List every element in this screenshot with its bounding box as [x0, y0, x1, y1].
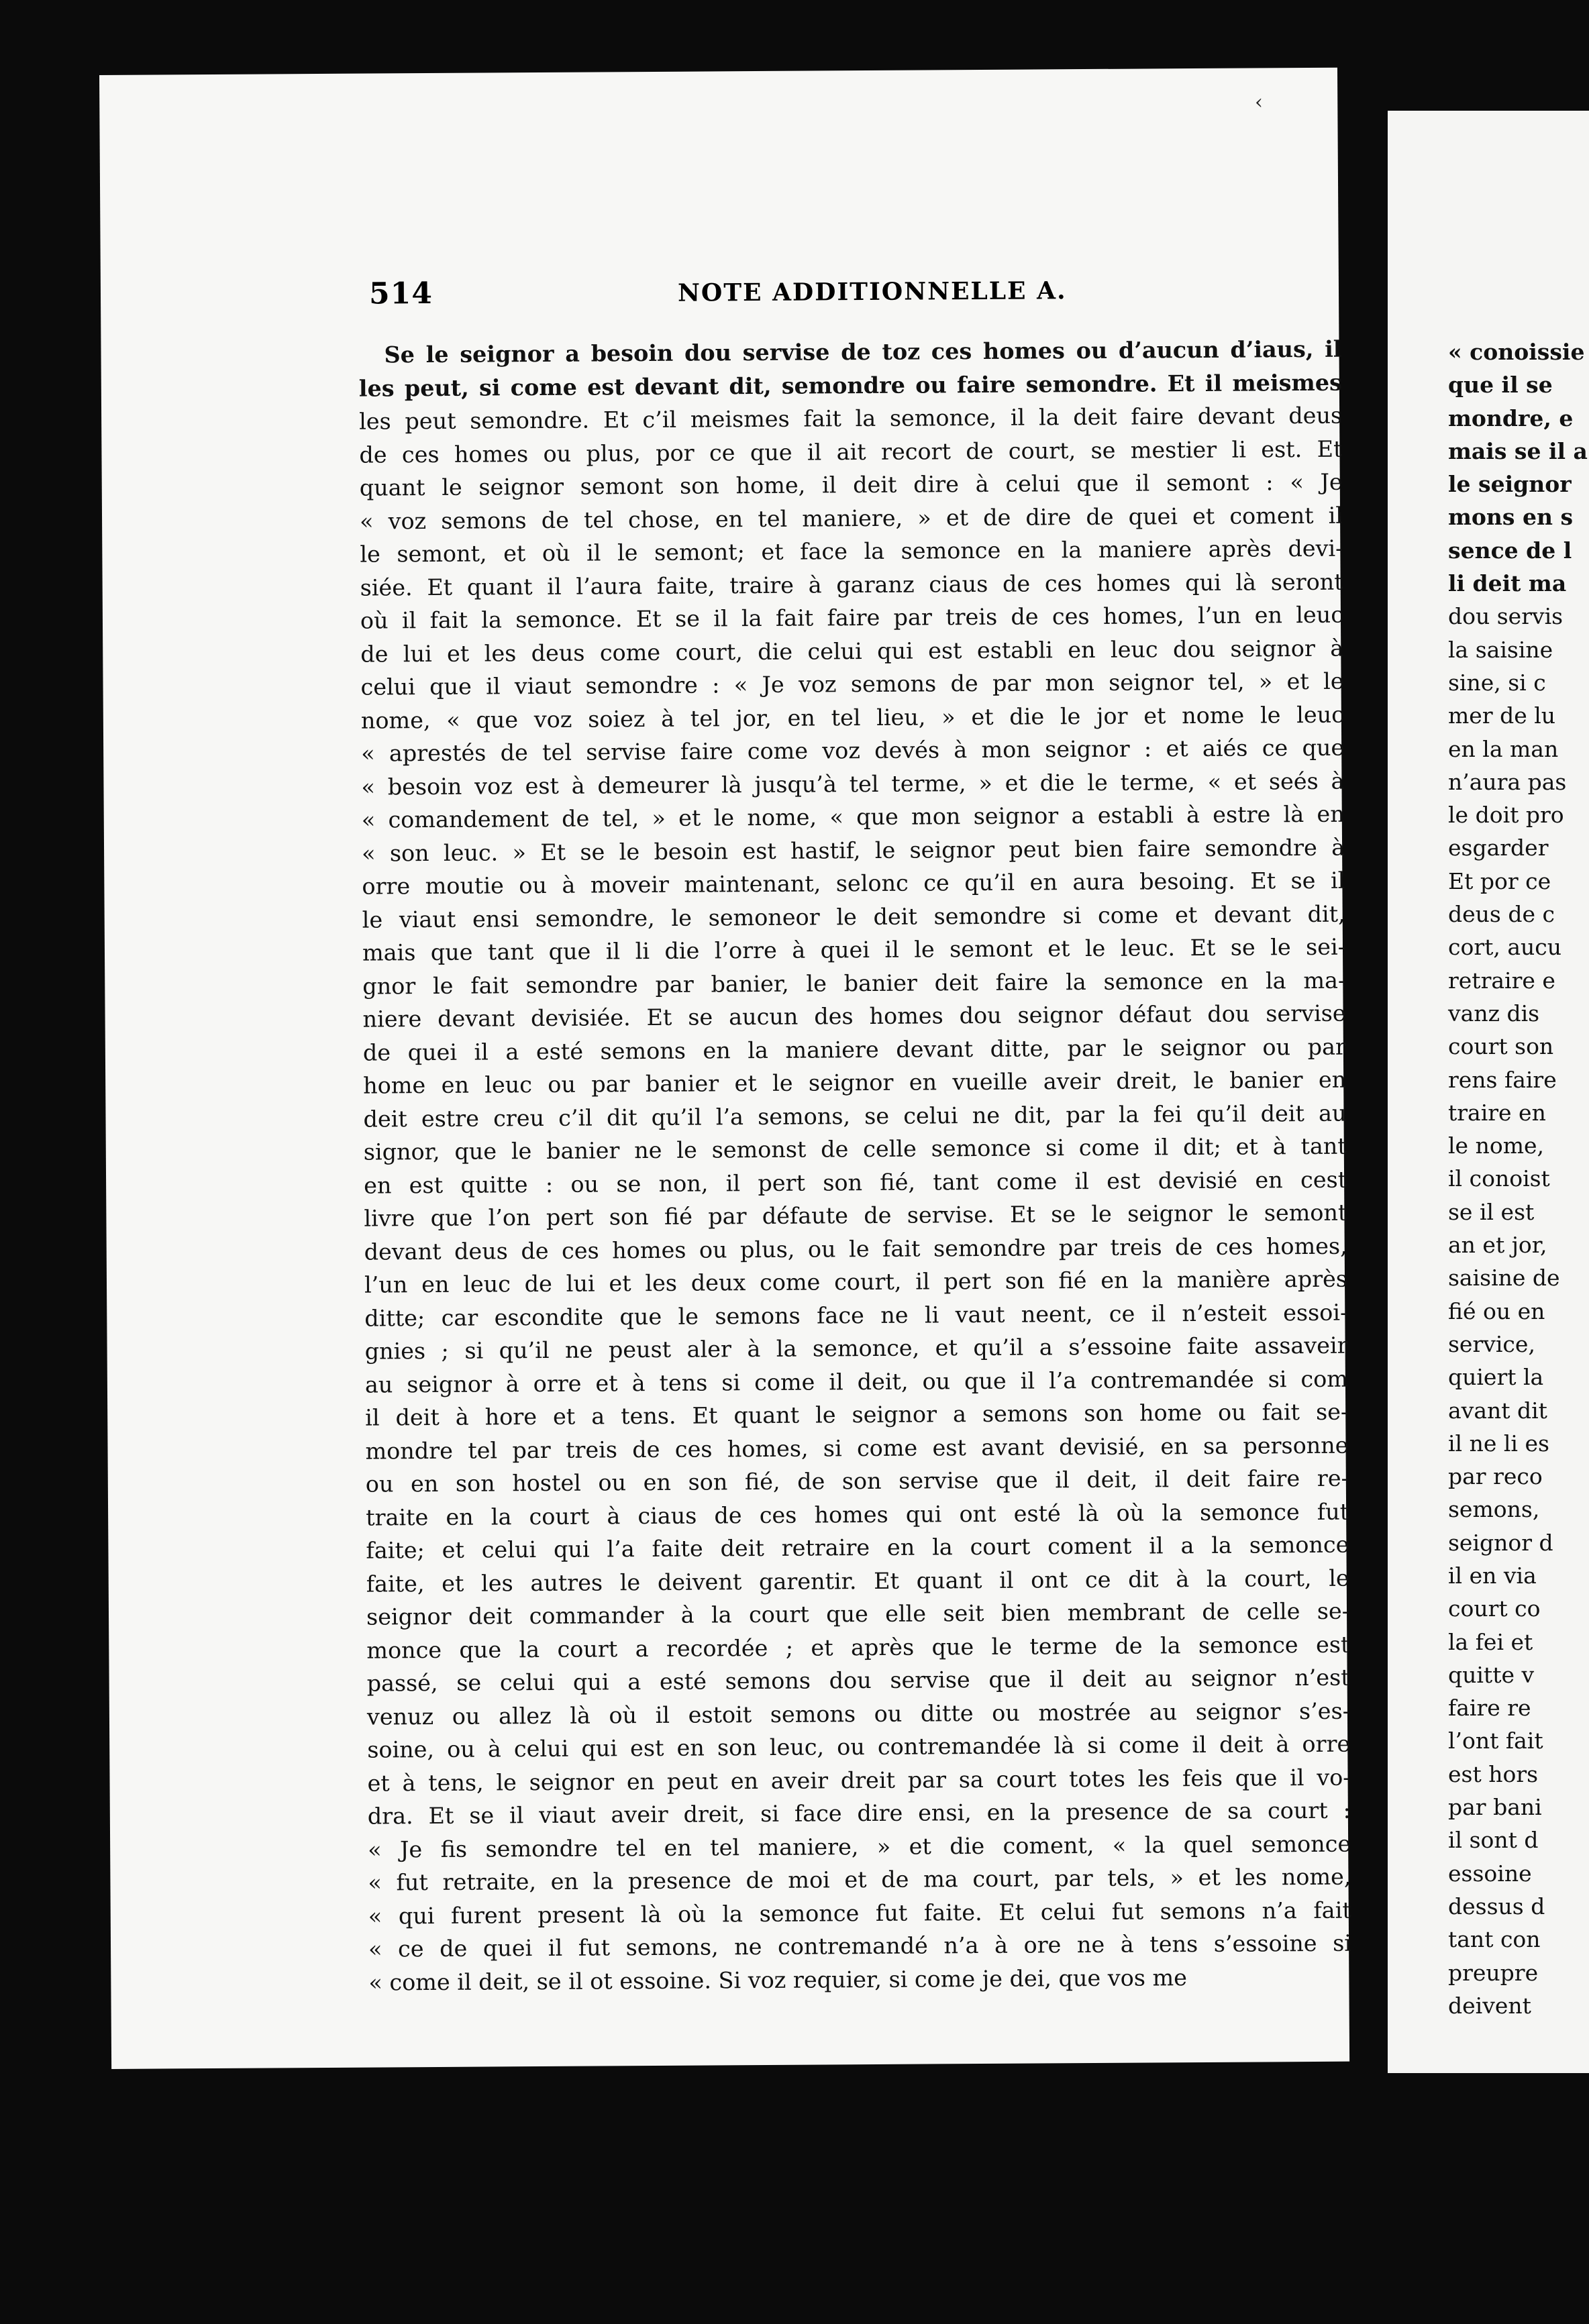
text-line: « come il deit, se il ot essoine. Si voz requier, si come je dei, que vos me	[368, 1964, 1188, 1996]
facing-text-line: mondre, e	[1448, 405, 1574, 431]
facing-text-line: Et por ce	[1448, 867, 1551, 894]
page-header	[369, 271, 1335, 324]
facing-text-line: en la man	[1448, 735, 1559, 762]
text-line: ou en son hostel ou en son fié, de son servise que il deit, il deit faire re-	[365, 1465, 1349, 1497]
text-line: orre moutie ou à moveir maintenant, selonc ce qu’il en aura besoing. Et se il	[362, 867, 1345, 900]
text-line: mondre tel par treis de ces homes, si come est avant devisié, en sa personne	[365, 1432, 1349, 1465]
text-line: dra. Et se il viaut aveir dreit, si face dire ensi, en la presence de sa court :	[367, 1797, 1351, 1830]
facing-text-line: sine, si c	[1448, 669, 1546, 696]
text-line: « Je fis semondre tel en tel maniere, » et die coment, « la quel semonce	[368, 1830, 1351, 1863]
text-line: « comandement de tel, » et le nome, « que mon seignor a establi à estre là en	[361, 800, 1345, 833]
facing-text-line: dessus d	[1448, 1893, 1545, 1919]
facing-text-line: retraire e	[1448, 967, 1555, 994]
text-line: gnor le fait semondre par banier, le banier deit faire la semonce en la ma-	[362, 967, 1346, 1000]
facing-text-line: rens faire	[1448, 1066, 1557, 1093]
facing-text-line: cort, aucu	[1448, 934, 1562, 961]
facing-text-line: faire re	[1448, 1695, 1531, 1722]
text-line: faite; et celui qui l’a faite deit retraire en la court coment il a la semonce	[366, 1531, 1349, 1564]
facing-text-line: quiert la	[1448, 1364, 1544, 1391]
text-line: le semont, et où il le semont; et face la semonce en la maniere après devi-	[360, 535, 1343, 568]
facing-text-line: vanz dis	[1448, 1000, 1540, 1026]
facing-text-line: « conoissie	[1448, 339, 1585, 365]
facing-text-line: quitte v	[1448, 1661, 1535, 1688]
text-line: deit estre creu c’il dit qu’il l’a semons, se celui ne dit, par la fei qu’il deit au	[363, 1100, 1347, 1132]
body-text	[358, 333, 1351, 1999]
page-number: 514	[368, 276, 433, 311]
facing-text-line: la fei et	[1448, 1628, 1533, 1655]
facing-text-line: par reco	[1448, 1463, 1543, 1490]
facing-text-line: il conoist	[1448, 1165, 1550, 1192]
text-line: faite, et les autres le deivent garentir. Et quant il ont ce dit à la court, le	[366, 1565, 1349, 1597]
facing-text-line: mer de lu	[1448, 702, 1556, 729]
facing-text-line: avant dit	[1448, 1397, 1547, 1424]
facing-text-line: le doit pro	[1448, 802, 1564, 829]
running-head: NOTE ADDITIONNELLE A.	[677, 276, 1067, 307]
facing-page	[1388, 111, 1589, 2073]
text-line: les peut semondre. Et c’il meismes fait la semonce, il la deit faire devant deus	[359, 402, 1343, 435]
text-line: monce que la court a recordée ; et après que le terme de la semonce est	[366, 1631, 1350, 1664]
text-line: où il fait la semonce. Et se il la fait faire par treis de ces homes, l’un en leuc	[360, 601, 1344, 634]
facing-text-line: par bani	[1448, 1794, 1542, 1821]
text-line: « ce de quei il fut semons, ne contremandé n’a à ore ne à tens s’essoine si	[368, 1930, 1352, 1962]
facing-text-line: il en via	[1448, 1562, 1537, 1589]
text-line: de lui et les deus come court, die celui qui est establi en leuc dou seignor à	[360, 635, 1344, 668]
text-line: en est quitte : ou se non, il pert son fié, tant come il est devisié en cest	[363, 1166, 1347, 1199]
text-line: niere devant devisiée. Et se aucun des homes dou seignor défaut dou servise	[362, 1000, 1346, 1033]
text-line: de ces homes ou plus, por ce que il ait recort de court, se mestier li est. Et	[359, 435, 1343, 468]
facing-text-line: le nome,	[1448, 1132, 1545, 1159]
text-line: il deit à hore et a tens. Et quant le seignor a semons son home ou fait se-	[365, 1398, 1349, 1431]
text-line: ditte; car escondite que le semons face ne li vaut neent, ce il n’esteit essoi-	[364, 1299, 1348, 1332]
facing-text-line: mons en s	[1448, 504, 1574, 531]
text-line: signor, que le banier ne le semonst de celle semonce si come il dit; et à tant	[363, 1132, 1347, 1165]
text-line: « fut retraite, en la presence de moi et de ma court, par tels, » et les nome,	[368, 1863, 1351, 1896]
facing-text-line: traire en	[1448, 1099, 1546, 1126]
facing-text-line: court son	[1448, 1033, 1554, 1060]
facing-text-line: dou servis	[1448, 603, 1564, 630]
facing-text-line: li deit ma	[1448, 570, 1567, 597]
text-line: siée. Et quant il l’aura faite, traire à garanz ciaus de ces homes qui là seront	[360, 568, 1343, 601]
facing-text-line: est hors	[1448, 1760, 1539, 1787]
text-line: gnies ; si qu’il ne peust aler à la semonce, et qu’il a s’essoine faite assaveir	[364, 1332, 1348, 1365]
text-line: quant le seignor semont son home, il deit dire à celui que il semont : « Je	[359, 468, 1343, 501]
text-line: de quei il a esté semons en la maniere devant ditte, par le seignor ou par	[362, 1033, 1346, 1066]
text-line: Se le seignor a besoin dou servise de toz ces homes ou d’aucun d’iaus, il	[384, 335, 1342, 368]
facing-text-line: l’ont fait	[1448, 1728, 1543, 1754]
facing-text-line: n’aura pas	[1448, 768, 1567, 795]
text-line: seignor deit commander à la court que elle seit bien membrant de celle se-	[366, 1597, 1350, 1630]
text-line: « qui furent present là où la semonce fut faite. Et celui fut semons n’a fait	[368, 1897, 1351, 1930]
facing-text-line: que il se	[1448, 372, 1553, 399]
text-line: les peut, si come est devant dit, semondre ou faire semondre. Et il meismes	[358, 369, 1342, 402]
facing-text-line: sence de l	[1448, 537, 1572, 564]
facing-text-line: deivent	[1448, 1992, 1531, 2019]
text-line: devant deus de ces homes ou plus, ou le fait semondre par treis de ces homes,	[364, 1232, 1347, 1265]
corner-mark: ‹	[1255, 91, 1263, 114]
facing-text-line: essoine	[1448, 1860, 1532, 1887]
facing-text-line: court co	[1448, 1595, 1541, 1622]
facing-page-text	[1448, 335, 1588, 2022]
text-line: livre que l’on pert son fié par défaute de servise. Et se le seignor le semont	[364, 1199, 1347, 1232]
text-line: celui que il viaut semondre : « Je voz semons de par mon seignor tel, » et le	[360, 668, 1344, 700]
facing-text-line: an et jor,	[1448, 1232, 1547, 1259]
text-line: « son leuc. » Et se le besoin est hastif, le seignor peut bien faire semondre à	[361, 834, 1345, 867]
text-line: home en leuc ou par banier et le seignor en vueille aveir dreit, le banier en	[363, 1066, 1347, 1099]
facing-text-line: service,	[1448, 1330, 1535, 1357]
facing-text-line: la saisine	[1448, 636, 1553, 663]
text-line: « besoin voz est à demeurer là jusqu’à tel terme, » et die le terme, « et seés à	[361, 768, 1345, 800]
facing-text-line: tant con	[1448, 1926, 1541, 1953]
facing-text-line: il sont d	[1448, 1827, 1539, 1854]
facing-text-line: seignor d	[1448, 1529, 1553, 1556]
facing-text-line: saisine de	[1448, 1265, 1560, 1291]
facing-text-line: il ne li es	[1448, 1430, 1549, 1457]
facing-text-line: le seignor	[1448, 471, 1572, 498]
text-line: « voz semons de tel chose, en tel maniere, » et de dire de quei et coment il	[359, 502, 1343, 535]
facing-text-line: preupre	[1448, 1959, 1539, 1986]
text-line: soine, ou à celui qui est en son leuc, ou contremandée là si come il deit à orre	[367, 1730, 1351, 1763]
text-line: nome, « que voz soiez à tel jor, en tel lieu, » et die le jor et nome le leuc	[360, 701, 1344, 734]
facing-text-line: mais se il a	[1448, 437, 1588, 464]
text-line: le viaut ensi semondre, le semoneor le deit semondre si come et devant dit,	[362, 900, 1345, 933]
text-line: au seignor à orre et à tens si come il deit, ou que il l’a contremandée si com	[364, 1365, 1349, 1398]
facing-text-line: esgarder	[1448, 835, 1549, 861]
facing-text-line: fié ou en	[1448, 1298, 1545, 1324]
text-line: venuz ou allez là où il estoit semons ou ditte ou mostrée au seignor s’es-	[366, 1697, 1351, 1730]
facing-text-line: deus de c	[1448, 901, 1555, 928]
book-page	[99, 68, 1352, 2069]
facing-text-line: se il est	[1448, 1198, 1535, 1225]
facing-text-line: semons,	[1448, 1496, 1540, 1523]
text-line: traite en la court à ciaus de ces homes qui ont esté là où la semonce fut	[366, 1498, 1349, 1531]
text-line: et à tens, le seignor en peut en aveir dreit par sa court totes les feis que il vo-	[367, 1764, 1351, 1797]
text-line: mais que tant que il li die l’orre à quei il le semont et le leuc. Et se le sei-	[362, 933, 1346, 966]
text-line: passé, se celui qui a esté semons dou servise que il deit au seignor n’est	[366, 1664, 1350, 1697]
text-line: « aprestés de tel servise faire come voz devés à mon seignor : et aiés ce que	[361, 734, 1345, 767]
text-line: l’un en leuc de lui et les deux come court, il pert son fié en la manière après	[364, 1265, 1348, 1298]
